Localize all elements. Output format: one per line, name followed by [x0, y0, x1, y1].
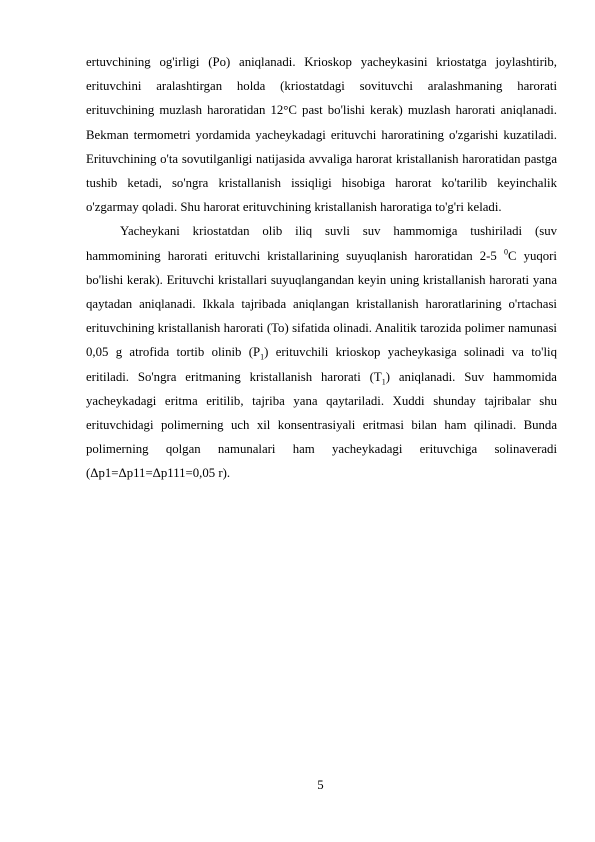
paragraph-2-text-3: ) erituvchili krioskop yacheykasiga solinadi va to'liq eritiladi. So'ngra eritmaning kristallanish harorati (T	[86, 345, 557, 384]
paragraph-2	[86, 219, 557, 485]
paragraph-1: ertuvchining og'irligi (Po) aniqlanadi. Krioskop yacheykasini kriostatga joylashtirib, erituvchini aralashtirgan holda (kriostatdagi sovituvchi aralashmaning harorati erituvchining muzlash haroratidan 12°C past bo'lishi kerak) muzlash harorati aniqlanadi. Bekman termometri yordamida yacheykadagi erituvchi haroratining o'zgarishi kuzatiladi. Erituvchining o'ta sovutilganligi natijasida avvaliga harorat kristallanish haroratidan pastga tushib ketadi, so'ngra kristallanish issiqligi hisobiga harorat ko'tarilib keyinchalik o'zgarmay qoladi. Shu harorat erituvchining kristallanish haroratiga to'g'ri keladi.	[86, 55, 557, 215]
degree-superscript: 0	[503, 247, 508, 257]
t1-subscript: 1	[381, 377, 386, 387]
page-number: 5	[317, 778, 324, 792]
paragraph-2-text-1: Yacheykani kriostatdan olib iliq suvli suv hammomiga tushiriladi (suv hammomining harorati erituvchi kristallarining suyuqlanish haroratidan 2-5	[86, 224, 557, 263]
page-body	[86, 50, 557, 486]
paragraph-2-text-2: C yuqori bo'lishi kerak). Erituvchi kristallari suyuqlangandan keyin uning kristallanish harorati yana qaytadan aniqlanadi. Ikkala tajribada aniqlangan kristallanish haroratlarining o'rtachasi erituvchining kristallanish harorati (To) sifatida olinadi. Analitik tarozida polimer namunasi 0,05 g atrofida tortib olinib (P	[86, 248, 557, 360]
p1-subscript: 1	[260, 352, 265, 362]
paragraph-2-text-4: ) aniqlanadi. Suv hammomida yacheykadagi eritma eritilib, tajriba yana qaytariladi. Xuddi shunday tajribalar shu erituvchidagi polimerning uch xil konsentrasiyali eritmasi bilan ham qilinadi. Bunda polimerning qolgan namunalari ham yacheykadagi erituvchiga solinaveradi (Δp1=Δp11=Δp111=0,05 r).	[86, 369, 557, 481]
